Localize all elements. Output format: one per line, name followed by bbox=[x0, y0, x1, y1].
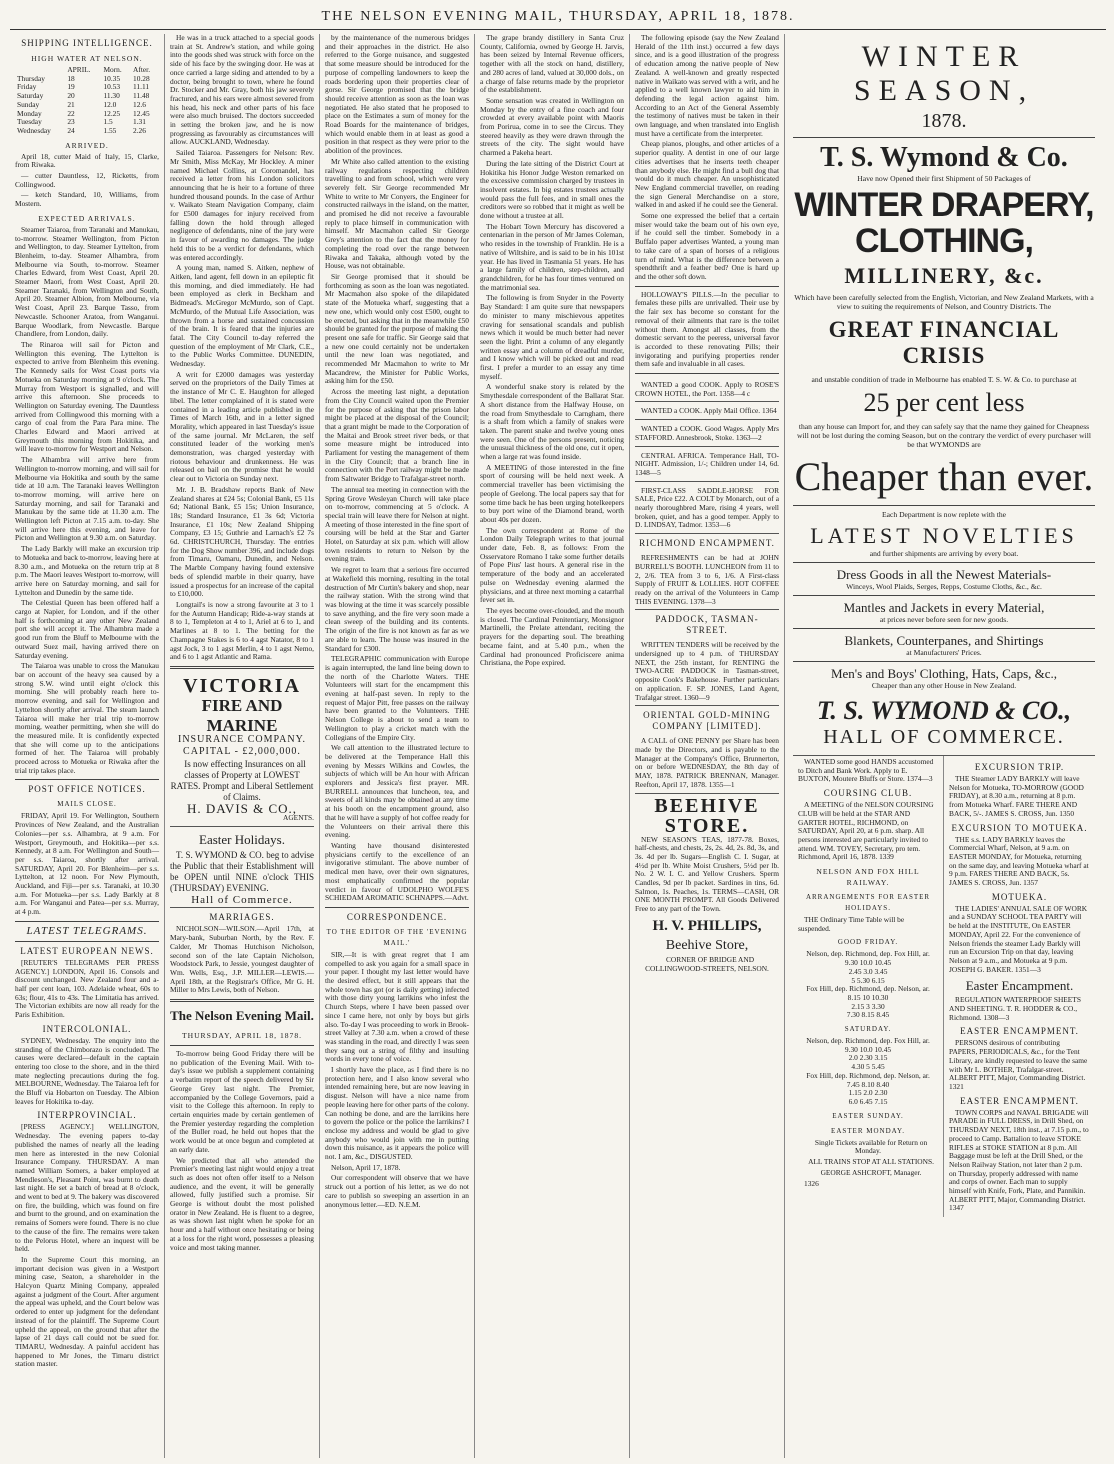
ad-heading: GOOD FRIDAY. bbox=[837, 938, 899, 947]
ad-text: Which have been carefully selected from the English, Victorian, and New Zealand Markets, with a view to suiting the requirements of Nelson, and Country Districts. The bbox=[794, 293, 1094, 311]
ad-heading: EASTER ENCAMPMENT. bbox=[960, 1026, 1079, 1037]
intercolonial-heading: INTERCOLONIAL. bbox=[42, 1023, 132, 1034]
timetable-row: 6.0 6.45 7.15 bbox=[848, 1096, 888, 1106]
tide-title: HIGH WATER AT NELSON. bbox=[31, 54, 143, 63]
paragraph: Across the meeting last night, a deputation from the City Council waited upon the Premier for the purpose of asking that the prison labor might be placed at the disposal of the Council; that a grant might be made to the Corporation of the Maitai and Brook street river beds, or that some measure might be introduced into Parliament for vesting the management of them in the City Council; that a branch line in connection with the Port railway might be made from Saltwater Bridge to Trafalgar-street north. bbox=[325, 387, 469, 484]
classified-ad: REGULATION WATERPROOF SHEETS AND SHEETING. T. R. HODDER & CO., Richmond. 1308—3 bbox=[949, 995, 1081, 1022]
paragraph: The Taiaroa was unable to cross the Manukau bar on account of the heavy sea caused by a strong S.W. wind until eight o'clock this morning. She will probably reach here to-morrow evening, and sail for Wellington and Lyttelton shortly after arrival. The steam launch Taiaroa will make her trial trip to-morrow morning, weather permitting, when she will do the measured mile. It is confidently expected that she will come up to the anticipations formed of her. The Taiaroa will probably proceed across to Motueka or Riwaka after the trial trip takes place. bbox=[15, 661, 159, 775]
paragraph: Our correspondent will observe that we have struck out a portion of his letter, as we do not care to publish so sweeping an assertion in an anonymous letter.—ED. N.E.M. bbox=[325, 1173, 469, 1209]
paragraph: We call attention to the illustrated lecture to be delivered at the Temperance Hall this evening by Messrs Wilkins and Cowles, the subjects of which will be An hour with African explorers and Jessica's first prayer. MR. BURRELL announces that luncheon, tea, and sweets of all kinds may be obtained at any time at his booth on the encampment ground, also that he will have a supply of hot coffee ready for the Volunteers on their arrival there this evening. bbox=[325, 743, 469, 840]
paragraph: SYDNEY, Wednesday. The enquiry into the stranding of the Chimborazo is concluded. The causes were declared—default in the captain entering too close to the shore, and in the third mate neglecting precautions during the fog. MELBOURNE, Wednesday. The Taiaroa left for the Bluff via Hobarton on Tuesday. The Albion leaves for Hokitika to-day. bbox=[15, 1035, 159, 1106]
ad-crisis: GREAT FINANCIAL CRISIS bbox=[828, 317, 1060, 368]
ad-agent: H. DAVIS & CO., bbox=[186, 801, 298, 817]
easter-holidays-ad bbox=[170, 827, 314, 909]
ad-footer: Hall of Commerce. bbox=[191, 893, 293, 906]
ad-text: than any house can Import for, and they can safely say that the name they gained for Cheapness will not be lost during the coming Season, but on the contrary the verdict of every purchaser will be that WYMONDS are bbox=[797, 422, 1091, 449]
timetable-row: 5 5.30 6.15 bbox=[851, 975, 885, 985]
ad-heading: RICHMOND ENCAMPMENT. bbox=[639, 538, 775, 549]
ad-body: Is now effecting Insurances on all classes of Property at LOWEST RATES. Prompt and Liberal Settlement of Claims. bbox=[170, 759, 314, 803]
ad-mantles: Mantles and Jackets in every Material, bbox=[843, 600, 1045, 615]
ad-footer: AGENTS. bbox=[283, 813, 314, 823]
tide-row: Thursday 18 10.35 10.28 bbox=[17, 73, 150, 83]
expected-heading: EXPECTED ARRIVALS. bbox=[38, 213, 136, 223]
timetable-row: Nelson, dep. Richmond, dep. Fox Hill, ar. bbox=[806, 1036, 930, 1046]
tide-row: Wednesday 24 1.55 2.26 bbox=[17, 125, 146, 135]
paragraph: The eyes become over-clouded, and the mouth is closed. The Cardinal Penitentiary, Monsignor Martinelli, the Prelate attendant, reciting the prayers for the departing soul. The breathing became faint, and at 5.40 p.m., when the Cardinal had pronounced Proficiscere anima Christiana, the Pope expired. bbox=[480, 606, 624, 668]
tide-header: After. bbox=[133, 65, 151, 74]
paragraph: The following is from Snyder in the Poverty Bay Standard: I am quite sure that newspapers do minister to many mischievous appetites craving for sensational scandals and publish news which it would be much better had never seen the light. Print a column of any elegantly written essay and a column of dreadful murder, and I know which will be picked out and read first. I prefer a murder to an essay any time myself. bbox=[480, 293, 624, 381]
paragraph: Some sensation was created in Wellington on Monday by the entry of a fine coach and four crowded at every available point with Maoris from Porirua, come in to see the Circus. They steered heavily as they were drawn through the streets of the city. The sight would have charmed a Pakeha heart. bbox=[480, 95, 624, 158]
classified-ad: THE LADIES' ANNUAL SALE OF WORK and a SUNDAY SCHOOL TEA PARTY will be held at the INSTITUTE, On EASTER MONDAY, April 22. For the convenience of Nelson friends the steamer Lady Barkly will run an Excursion Trip on that day, leaving Nelson at 9 a.m., and Motueka at 9 p.m. JOSEPH G. BAKER. 1351—3 bbox=[949, 903, 1088, 974]
classified-ad: CENTRAL AFRICA. Temperance Hall, TO-NIGHT. Admission, 1/-; Children under 14, 6d. 1348—5 bbox=[635, 449, 779, 482]
paragraph: TELEGRAPHIC communication with Europe is again interrupted, the land line being down to the north of the Charlotte Waters. THE Volunteers will start for the encampment this evening at half-past seven. In reply to the request of Major Pitt, free passes on the railway have been granted to the Volunteers. THE Nelson College is about to send a team to Wellington to play a cricket match with the Collegians of the Empire City. bbox=[325, 654, 469, 742]
classified-ad: A CALL of ONE PENNY per Share has been made by the Directors, and is payable to the Manager at the Company's Office, Brunnerton, on or before WEDNESDAY, the 8th day of MAY, 1878. PATRICK BRENNAN, Manager. Reefton, April 17, 1878. 1355—1 bbox=[635, 734, 779, 793]
mails-close: MAILS CLOSE. bbox=[57, 800, 117, 809]
ad-text: Cheaper than any other House in New Zealand. bbox=[871, 681, 1017, 690]
ad-heading: EASTER ENCAMPMENT. bbox=[960, 1095, 1079, 1106]
paragraph: The Rinaroa will sail for Picton and Wellington this evening. The Lyttelton is expected to arrive from Blenheim this evening. The Kennedy sails for West Coast ports via Motueka on Saturday morning at 9 o'clock. The Murray from Westport is signalled, and will arrive this afternoon. She proceeds to Wellington on Saturday evening. The Dauntless arrived from Collingwood this morning with a cargo of coal from the Para Para mine. The Charles Edward and Maori arrived at Greymouth this morning from Hokitika, and will leave to-morrow for Westport and Nelson. bbox=[15, 339, 159, 454]
classified-ad: A MEETING of the NELSON COURSING CLUB will be held at the STAR AND GARTER HOTEL, RICHMOND, on SATURDAY, April 20, at 6 p.m. sharp. All persons interested are particularly invited to attend. WM. TOVEY, Secretary, pro tem. Richmond, April 16, 1878. 1339 bbox=[798, 800, 934, 862]
timetable-row: 2.45 3.0 3.45 bbox=[848, 966, 888, 976]
paragraph: A wonderful snake story is related by the Smythesdale correspondent of the Ballarat Star. A short distance from the Halfway House, on the road from Smythesdale to Carngham, there is a shaft from which a family of snakes were taken. The parent snake and twelve young ones were seen. One of the persons present, noticing the unusual thickness of the old one, cut it open, when a large rat was found inside. bbox=[480, 382, 624, 462]
masthead-small: The Nelson Evening Mail. bbox=[170, 1008, 314, 1024]
paragraph: During the late sitting of the District Court at Hokitika his Honor Judge Weston remarked on the excessive commission charged by trustees in insolvent estates. In big estates trustees actually would pass the full fees, and in small ones the creditors were so robbed that it might as well be done without a trustee at all. bbox=[480, 158, 624, 221]
paragraph: The Hobart Town Mercury has discovered a centenarian in the person of Mr James Coleman, who resides in the township of Franklin. He is a native of Wiltshire, and is said to be in his 101st year. He has lived in Tasmania 51 years. He has a large family of children, step-children, and grandchildren, for he has four times ventured on the matrimonial sea. bbox=[480, 221, 624, 292]
marriages-heading: MARRIAGES. bbox=[209, 912, 275, 923]
timetable-row: 2.15 3 3.30 bbox=[851, 1001, 885, 1011]
ad-hall: HALL OF COMMERCE. bbox=[823, 726, 1065, 748]
tide-row: Tuesday 23 1.5 1.31 bbox=[17, 117, 146, 127]
wymond-advertisement bbox=[785, 34, 1103, 1458]
ad-heading: PADDOCK, TASMAN-STREET. bbox=[655, 614, 759, 636]
paragraph: I shortly have the place, as I find there is no protection here, and I also know several who intended remaining here, but are now leaving in disgust. Nelson will have a nice name from people leaving here for other parts of the colony. Can nothing be done, and are the larrikins here to govern the police or the police the larrikins? I enclose my address and would be glad to give anybody who would join with me in putting down this nuisance, as it appears the police will not. I am, &c., DISGUSTED. bbox=[325, 1065, 469, 1162]
classified-ad: GEORGE ASHCROFT, Manager. bbox=[820, 1167, 922, 1177]
ad-year: 1878. bbox=[921, 110, 967, 132]
ad-subtitle: INSURANCE COMPANY. bbox=[177, 733, 307, 745]
ad-text: at prices never before seen for new goods. bbox=[879, 615, 1009, 624]
paragraph: Longtail's is now a strong favourite at 3 to 1 for the Autumn Handicap; Ride-a-way stands at 8 to 1, Templeton at 4 to 1, Ariel at 6 to 1, and Marlines at 8 to 1. The betting for the Champagne Stakes is 6 to 4 agst Natator, 8 to 1 agst Jock, 3 to 1 agst Merlin, 4 to 1 agst Nemo, and 6 to 1 agst Atlantic and Rama. bbox=[170, 600, 314, 662]
ad-latest: LATEST NOVELTIES bbox=[810, 523, 1078, 548]
ad-heading: EASTER MONDAY. bbox=[831, 1126, 905, 1135]
ad-heading: NELSON AND FOX HILL RAILWAY. bbox=[816, 867, 920, 888]
timetable-row: Nelson, dep. Richmond, dep. Fox Hill, ar. bbox=[806, 949, 930, 959]
post-office-heading: POST OFFICE NOTICES. bbox=[28, 784, 146, 795]
paragraph: Mr White also called attention to the existing railway regulations respecting children travelling to and from school, which were very severely felt. Sir George recommended Mr White to write to Mr Conyers, the Engineer for constructed railways in the island, on the matter, and promised he did not receive a favourable reply to place himself in communication with himself. Mr Macmahon called Sir George Grey's attention to the fact that the money for completing the road over the range between Riwaka and Takaka, although voted by the House, was not obtainable. bbox=[325, 156, 469, 271]
column-2 bbox=[165, 34, 320, 1458]
classified-ad: TOWN CORPS and NAVAL BRIGADE will PARADE in FULL DRESS, in Drill Shed, on THURSDAY NEXT, 18th inst., at 7.15 p.m., to proceed to Camp. Battalion to leave STOKE RIFLES at STOKE STATION at 8 p.m. All Baggage must be left at the Drill Shed, or the Nelson Railway Station, not later than 2 p.m. on Thursday, properly addressed with name and corps of owner. Each man to supply himself with Knife, Fork, Plate, and Pannikin. ALBERT PITT, Major, Commanding District. 1347 bbox=[949, 1107, 1089, 1213]
classified-ad: FIRST-CLASS SADDLE-HORSE FOR SALE, Price £22. A COLT by Monarch, out of a nearly thoroughbred Mare, rising 4 years, well broken, quiet, and has a good temper. Apply to D. LINDSAY, Tadmor. 1353—6 bbox=[635, 484, 779, 535]
timetable-row: Fox Hill, dep. Richmond, dep. Nelson, ar. bbox=[806, 984, 930, 994]
ad-address: CORNER OF BRIDGE AND COLLINGWOOD-STREETS, NELSON. bbox=[645, 954, 769, 973]
tide-header: APRIL. bbox=[67, 65, 91, 74]
ad-name: H. V. PHILLIPS, bbox=[652, 917, 762, 934]
ad-heading: SATURDAY. bbox=[844, 1025, 892, 1034]
paragraph: We predicted that all who attended the Premier's meeting last night would enjoy a treat such as does not often offer itself to a Nelson audience, and the event, it will be generally allowed, fully justified such a promise. Sir George is without doubt the most polished orator in New Zealand. He is fluent to a degree, as was shown last night when he spoke for an hour and a half without once hesitating or being at a loss for the right word, possesses a pleasing voice and most taking manner. bbox=[170, 1155, 314, 1252]
paragraph: He was in a truck attached to a special goods train at St. Andrew's station, and while going into the goods shed was struck with force on the side of his face by the swinging door. He was at once carried a large siding and attended to by a doctor, being brought to town, where he found Dr. Stocker and Mr. Gray, both his jaw severely fractured, and his ears were almost severed from his head, his neck and other parts of his face were also much bruised. The doctors succeeded in setting the broken jaw, and he is now progressing as favourably as circumstances will allow. AUCKLAND, Wednesday. bbox=[170, 34, 314, 147]
paragraph: In the Supreme Court this morning, an important decision was given in a Westport mining case, Seaton, a shareholder in the Halcyon Quartz Mining Company, appealed against a judgment of the Court. After argument the appeal was upheld, and the Court below was ordered to enter up judgment for the defendant instead of for the plaintiff. The Supreme Court upheld the appeal, on the ground that after the lapse of 21 days call could not be sued for. TIMARU, Wednesday. A painful accident has happened to Mr Jones, the Timaru district station master. bbox=[15, 1254, 159, 1369]
ad-text: Each Department is now replete with the bbox=[882, 510, 1006, 519]
classified-ad: THE s.s. LADY BARKLY leaves the Commercial Wharf, Nelson, at 9 a.m. on EASTER MONDAY, for Motueka, returning on the same day, and leaving Motueka wharf at 9 p.m. FARES THERE AND BACK, 5s. JAMES S. CROSS, Jun. 1357 bbox=[949, 834, 1089, 888]
victoria-insurance-ad bbox=[170, 673, 314, 827]
ad-millinery: MILLINERY, &c. bbox=[844, 263, 1044, 288]
ad-heading: COURSING CLUB. bbox=[823, 788, 913, 799]
ad-text: at Manufacturers' Prices. bbox=[906, 648, 982, 657]
ad-mens: Men's and Boys' Clothing, Hats, Caps, &c., bbox=[830, 666, 1058, 681]
ad-store: Beehive Store, bbox=[665, 937, 749, 953]
classified-ad: Single Tickets available for Return on Monday. bbox=[814, 1137, 928, 1156]
paragraph: Some one expressed the belief that a certain miser would take the beam out of his own eye, if he could sell the timber. Somebody in a Buffalo paper advertises Wanted, a young man to take care of a span of horses of a religious turn of mind. What is the difference between a spendthrift and a feather bed? One is hard up and the other soft down. bbox=[635, 211, 779, 281]
ad-cheaper: Cheaper than ever. bbox=[794, 454, 1094, 499]
ad-subtitle: FIRE AND MARINE bbox=[201, 695, 283, 735]
interprovincial-heading: INTERPROVINCIAL. bbox=[37, 1110, 137, 1121]
paragraph: Steamer Taiaroa, from Taranaki and Manukau, to-morrow. Steamer Wellington, from Picton and Wellington, to day. Steamer Lyttelton, from Blenheim, to-day. Steamer Alhambra, from Melbourne via South, to-morrow. Steamer Charles Edward, from West Coast, April 20. Steamer Maori, from West Coast, April 20. Steamer Taranaki, from Wellington and South, April 20. Steamer Albion, from Melbourne, via West Coast, April 23. Barque Tasso, from Newcastle. Schooner Aratoa, from Wanganui. Barque Woodlark, from Newcastle. Barque Chandlere, from London, daily. bbox=[15, 224, 159, 339]
ad-text: Have now Opened their first Shipment of 50 Packages of bbox=[857, 174, 1031, 183]
columns bbox=[10, 34, 1106, 1458]
tide-row: Sunday 21 12.0 12.6 bbox=[17, 99, 146, 109]
tide-row: Friday 19 10.53 11.11 bbox=[17, 82, 150, 92]
paragraph: Wanting have thousand disinterested physicians certify to the excellence of an invigorative stimulant. The above number of medical men have, over their own signatures, most emphatically confirmed the popular verdict in favour of UDOLPHO WOLFE'S SCHIEDAM AROMATIC SCHNAPPS.—Advt. bbox=[325, 840, 469, 903]
ad-blankets: Blankets, Counterpanes, and Shirtings bbox=[844, 633, 1044, 648]
classified-ad: WANTED a COOK. Apply Mail Office. 1364 bbox=[635, 404, 779, 420]
ad-percent: 25 per cent less bbox=[863, 388, 1025, 417]
timetable-row: 8.15 10 10.30 bbox=[847, 992, 889, 1002]
paragraph: The own correspondent at Rome of the London Daily Telegraph writes to that journal under date, Feb. 8, as follows: From the Osservatore Romano I take some further details of Pope Pius' last hours. A general rise in the temperature of the body and an accelerated pulse on Wednesday evening alarmed the physicians, and at three next morning a catarrhal fever set in. bbox=[480, 525, 624, 605]
ad-heading: MOTUEKA. bbox=[991, 891, 1048, 902]
tide-row: Saturday 20 11.30 11.48 bbox=[17, 91, 150, 101]
ad-winter-drapery: WINTER DRAPERY, CLOTHING, bbox=[794, 186, 1094, 260]
ad-heading: EXCURSION TO MOTUEKA. bbox=[951, 822, 1088, 833]
ad-company: T. S. Wymond & Co. bbox=[820, 142, 1068, 173]
paragraph: SIR,—It is with great regret that I am compelled to ask you again for a small space in your paper. I thought my last letter would have the desired effect, but it still appears that the whole town has got (or is daily getting) infected with those dirty young larrikins who infest the Church Steps, where I have been passed over since I came here, not only by boys but girls also. To-day I was proceeding to work in Brook-street Valley at 7.30 a.m. when a crowd of these was standing in the road, and directly I was seen they sang out a string of filthy and insulting words in every tone of voice. bbox=[325, 949, 469, 1064]
paragraph: HOLLOWAY'S PILLS.—In the peculiar to females these pills are unrivalled. Their use by the fair sex has become so constant for the removal of their ailments that rare is the toilet without them. Amongst all classes, from the domestic servant to the peeress, universal favor is accorded to these renovating Pills; their invigorating and purifying properties render them safe and invaluable in all cases. bbox=[635, 289, 779, 369]
date-line: THURSDAY, APRIL 18, 1878. bbox=[181, 1031, 303, 1041]
paragraph: The grape brandy distillery in Santa Cruz County, California, owned by George H. Jarvis, has been seized by Internal Revenue officers, together with all the stock on hand, distillery, and 280 acres of land, valued at 30,000 dols., on a charge of false returns made by the proprietor of the establishment. bbox=[480, 34, 624, 95]
editor-salutation: TO THE EDITOR OF THE 'EVENING MAIL.' bbox=[326, 927, 468, 947]
timetable-row: 1.15 2.0 2.30 bbox=[848, 1088, 888, 1098]
paragraph: The Celestial Queen has been offered half a cargo at Napier, for London, and if the other half is forthcoming at any other New Zealand port she will accept it. The Alhambra made a good run from the Bluff to Melbourne with the outward Suez mail, having arrived there on Saturday evening. bbox=[15, 598, 159, 660]
paragraph: The following episode (say the New Zealand Herald of the 11th inst.) occurred a few days since, and is a good illustration of the progress of education among the native people of New Zealand. A well-known and greatly respected native in Waikato was served with a writ, and he applied to a well known lawyer to aid him in defending the legal action against him. According to an Act of the General Assembly the testimony of natives must be taken in their own language, and when translated into English must have a certificate from the interpreter. bbox=[635, 34, 779, 138]
timetable-row: Fox Hill, dep. Richmond, dep. Nelson, ar. bbox=[806, 1070, 930, 1080]
classified-ad: REFRESHMENTS can be had at JOHN BURRELL'S BOOTH. LUNCHEON from 11 to 2, 2/6. TEA from 3 to 6, 1/6. A First-class Supply of FRUIT & LOLLIES. HOT COFFEE ready on the arrival of the Volunteers in Camp THIS EVENING. 1378—3 bbox=[635, 551, 779, 610]
column-5 bbox=[630, 34, 785, 1458]
paragraph: Mr. J. B. Bradshaw reports Bank of New Zealand shares at £24 5s; Colonial Bank, £5 11s 6d; National Bank, £5 15s; Union Insurance, 18s; Standard Insurance, £1 3s 6d; Victoria Insurance, £1 10s; New Zealand Shipping Company, £3 15; Guthrie and Larnach's £2 7s 6d. CHRISTCHURCH, Thursday. The entries for the Dog Show number 396, and include dogs from Timaru, Oamaru, Dunedin, and Nelson. The Marble Company having found extensive beds of splendid marble in their quarry, have issued a prospectus for an increase of the capital to £10,000. bbox=[170, 484, 314, 599]
ad-text: Winceys, Wool Plaids, Serges, Repps, Costume Cloths, &c., &c. bbox=[846, 582, 1042, 591]
ad-heading: Easter Encampment. bbox=[965, 978, 1074, 994]
classified-ad: THE Ordinary Time Table will be suspended. bbox=[798, 915, 905, 933]
timetable-row: 2.0 2.30 3.15 bbox=[848, 1053, 888, 1063]
classified-ad: THE Steamer LADY BARKLY will leave Nelson for Motueka, TO-MORROW (GOOD FRIDAY), at 8.30 a.m., returning at 8 p.m. from Motueka Wharf. FARE THERE AND BACK, 5/-. JAMES S. CROSS, Jun. 1350 bbox=[949, 774, 1084, 818]
paragraph: The Alhambra will arrive here from Wellington to-morrow morning, and will sail for Melbourne via Hokitika and south by the same tide at 10 a.m. The Taranaki leaves Wellington to-morrow morning, will arrive here on Saturday morning, and sail for Taranaki and Manukau by the same tide at 11.30 a.m. The Wellington left Picton at 7.15 a.m. to-day. She will arrive here this evening, and leave for Picton and Wellington at 9.30 a.m. on Saturday. bbox=[15, 455, 159, 543]
sub-columns bbox=[793, 755, 1095, 1217]
paragraph: by the maintenance of the numerous bridges and their approaches in the district. He also referred to the Gorge nuisance, and suggested that some measure should be introduced for the purpose of compelling landowners to keep the roads bordering upon their properties clear of gorse. Sir George promised that the bridge should receive attention as soon as the loan was negotiated. He also stated that he proposed to place on the Estimates a sum of money for the Road Boards for the maintenance of bridges, which would enable them in at least as good a position in that respect as they were prior to the abolition of the provinces. bbox=[325, 34, 469, 156]
sub-column-left bbox=[793, 756, 944, 1217]
paragraph: [REUTER'S TELEGRAMS PER PRESS AGENCY.] LONDON, April 16. Consols and discount unchanged. New Zealand four and a-half per cent loan, 103. Adelaide wheat, 60s to 63s; flour, 41s to 43s. The Limitatia has arrived. The Victorian exhibits are now all ready for the Paris Exhibition. bbox=[15, 957, 159, 1020]
ad-heading: ORIENTAL GOLD-MINING COMPANY [LIMITED]. bbox=[643, 710, 771, 732]
tide-table bbox=[15, 66, 159, 136]
paragraph: FRIDAY, April 19. For Wellington, Southern Provinces of New Zealand, and the Australian Colonies—per s.s. Alhambra, at 9 a.m. For Westport, Greymouth, and Hokitika—per s.s. Kennedy, at 8 a.m. For Wellington and South—per s.s. Taiaroa, shortly after arrival. SATURDAY, April 20. For Blenheim—per s.s. Lyttelton, at 12 noon. For New Plymouth, Auckland, and Fiji—per s.s. Taranaki, at 10.30 a.m. For Motueka—per s.s. Lady Barkly at 8 a.m. For Wanganui and Patea—per s.s. Murray, at 4 p.m. bbox=[15, 811, 159, 917]
arrived-heading: ARRIVED. bbox=[65, 140, 109, 150]
classified-ad: WANTED a COOK. Good Wages. Apply Mrs STAFFORD. Annesbrook, Stoke. 1363—2 bbox=[635, 422, 779, 446]
sub-column-right bbox=[944, 756, 1095, 1217]
classified-ad: WANTED some good HANDS accustomed to Ditch and Bank Work. Apply to E. BUXTON, Moutere Bluffs or Store. 1374—3 bbox=[798, 757, 934, 784]
masthead: THE NELSON EVENING MAIL, THURSDAY, APRIL 18, 1878. bbox=[10, 6, 1106, 30]
paragraph: Sailed Taiaroa. Passengers for Nelson: Rev. Mr Smith, Miss McKay, Mr Hockley. A miner named Michael Collins, at Coromandel, has received a letter from his London solicitors announcing that he is heir to a fortune of three hundred thousand pounds. In the case of Arthur v. Waikato Steam Navigation Company, claim for £500 damages for injury received from falling down the hold through alleged negligence of defendants, nine of the jury were in favour of awarding no damages. The judge held this to be a verdict for defendants, which was entered accordingly. bbox=[170, 148, 314, 262]
paragraph: April 18, cutter Maid of Italy, 15, Clarke, from Riwaka. bbox=[15, 151, 159, 170]
timetable-row: 7.30 8.15 8.45 bbox=[846, 1010, 890, 1020]
tide-header: Morn. bbox=[103, 65, 122, 74]
timetable-row: 9.30 10.0 10.45 bbox=[844, 1044, 892, 1054]
correspondence-heading: CORRESPONDENCE. bbox=[346, 911, 448, 922]
ad-text: and further shipments are arriving by every boat. bbox=[869, 549, 1019, 558]
column-3 bbox=[320, 34, 475, 1458]
ad-body: T. S. WYMOND & CO. beg to advise the Public that their Establishment will be OPEN until NINE o'clock THIS (THURSDAY) EVENING. bbox=[170, 849, 314, 893]
classified-ad: WANTED a good COOK. Apply to ROSE'S CROWN HOTEL, the Port. 1358—4 c bbox=[635, 378, 779, 402]
ad-winter-season: WINTER SEASON, bbox=[853, 40, 1035, 107]
ad-title: VICTORIA bbox=[183, 674, 301, 697]
ad-hall-company: T. S. WYMOND & CO., bbox=[816, 696, 1072, 725]
timetable-row: 7.45 8.10 8.40 bbox=[846, 1079, 890, 1089]
ad-capital: CAPITAL - £2,000,000. bbox=[183, 745, 301, 757]
classified-ad: WRITTEN TENDERS will be received by the undersigned up to 4 p.m. of THURSDAY NEXT, the 25th instant, for RENTING the TWO-ACRE PADDOCK in Tasman-street, opposite Cook's Bakehouse. Further particulars on application. F. SP. JONES, Land Agent, Trafalgar street. 1360—9 bbox=[635, 638, 779, 706]
paragraph: The annual tea meeting in connection with the Spring Grove Wesleyan Church will take place on to-morrow, commencing at 5 o'clock. A special train will leave there for Nelson at night. A meeting of those interested in the fine sport of coursing will be held at the Star and Garter Hotel, on Saturday at six p.m. which will allow town residents to return to Nelson by the evening train. bbox=[325, 484, 469, 564]
european-news-heading: LATEST EUROPEAN NEWS. bbox=[20, 945, 154, 956]
paragraph: NICHOLSON—WILSON.—April 17th, at Mary-bank, Suburban North, by the Rev. F. Calder, Mr Thomas Hutchison Nicholson, second son of the late Captain Nicholson, Woodstock Park, to Jessie, youngest daughter of Wm. Wells, Esq., J.P. MILLER—LEWIS.—April 18th, at the Registrar's Office, Mr G. H. Miller to Mrs Lewis, both of Nelson. bbox=[170, 924, 314, 995]
ad-heading: EXCURSION TRIP. bbox=[974, 762, 1065, 772]
paragraph: — ketch Standard, 10, Williams, from Mostern. bbox=[15, 190, 159, 209]
ad-heading: ARRANGEMENTS FOR EASTER HOLIDAYS. bbox=[805, 893, 931, 913]
section-heading: SHIPPING INTELLIGENCE. bbox=[21, 38, 153, 48]
paragraph: The Lady Barkly will make an excursion trip to Motueka and back to-morrow, leaving here at 8.30 a.m., and Motueka on the return trip at 8 p.m. The Maori leaves Westport to-morrow, will arrive here on Saturday morning, and sail for Lyttelton and Dunedin by the same tide. bbox=[15, 544, 159, 597]
paragraph: Cheap pianos, ploughs, and other articles of a superior quality. A dentist in one of our large cities advertises that he inserts teeth cheaper than anybody else. He might find a bull dog that would do it much cheaper. An unsophisticated New England commercial traveller, on reading the sign General Merchandise on a store, walked in and asked if he could see the General. bbox=[635, 139, 779, 210]
beehive-store-heading: BEEHIVE STORE. bbox=[654, 794, 760, 837]
paragraph: [PRESS AGENCY.] WELLINGTON, Wednesday. The evening papers to-day published the names of nearly all the leading men here as interested in the new Colonial Insurance Company. THURSDAY. A man named William Somers, a baker employed at Mendleson's, Pleasant Point, was burnt to death last night. He set a batch of bread at 8 o'clock, and went to bed at 9. The bakery was discovered on fire, the building, which was found on fire and burnt to the ground, and on examination the remains of Somers were found. There is no clue to the cause of the fire. The remains were taken to the Pelorus Hotel, where an inquest will be held. bbox=[15, 1122, 159, 1254]
paragraph: A young man, named S. Aitken, nephew of Aitken, land agent, fell down in an epileptic fit this morning, and died immediately. He had been employed as clerk in Beckham and Bidmead's. McGregor McMurdo, son of Capt. McMurdo, of the Mutual Life Association, was thrown from a horse and sustained concussion of the brain. It is feared that the injuries are fatal. The City Council to-day referred the question of the employment of Mr Clark, C.E., to the Public Works Committee. DUNEDIN, Wednesday. bbox=[170, 263, 314, 369]
ad-text: and unstable condition of trade in Melbourne has enabled T. S. W. & Co. to purchase at bbox=[811, 375, 1077, 384]
classified-ad: ALL TRAINS STOP AT ALL STATIONS. bbox=[808, 1157, 934, 1167]
paragraph: A writ for £2000 damages was yesterday served on the proprietors of the Daily Times at the instance of Mr C. E. Haughton for alleged libel. The letter complained of it is stated were contained in a leading article published in the Times of March 16th, and in a letter signed Morality, which appeared in last Tuesday's issue of the same journal. Mr McLaren, the self constituted leader of the working men's demonstration, was charged yesterday with riotous behaviour and drunkenness. He was released on bail on the promise that he would clear out to Victoria on Sunday next. bbox=[170, 369, 314, 484]
classified-ad: NEW SEASON'S TEAS, 1877-78. Boxes, half-chests, and chests, 2s, 2s. 4d, 2s. 8d, 3s, and 3s. 4d per lb. Sugars—English C. I. Sugar, at 4½d per lb. White Moist Crushers, 5½d per lb. No. 2 W. I. C. and Yellow Crushers. Sperm Candles, 9d per lb packet. Sardines in tins, 6d. Salmon, 1s. Peaches, 1s. TERMS—CASH, OR ONE MONTH PROMPT. All Goods Delivered Free to any part of the Town. bbox=[635, 834, 779, 914]
letter-date: Nelson, April 17, 1878. bbox=[331, 1162, 401, 1172]
ad-dress: Dress Goods in all the Newest Materials- bbox=[836, 567, 1052, 582]
column-1 bbox=[10, 34, 165, 1458]
ad-heading: EASTER SUNDAY. bbox=[832, 1111, 904, 1120]
telegrams-heading: LATEST TELEGRAMS. bbox=[26, 924, 148, 937]
column-4 bbox=[475, 34, 630, 1458]
paragraph: To-morrow being Good Friday there will be no publication of the Evening Mail. With to-day's issue we publish a supplement containing a verbatim report of the speech delivered by Sir George Grey last night. The Premier, accompanied by the College Governors, paid a visit to the College this afternoon. In reply to certain enquiries made by certain gentlemen of the Premier yesterday regarding the completion of the Buller road, he held out hopes that the work would be at once begun and completed at an early date. bbox=[170, 1049, 314, 1154]
timetable-row: 4.30 5 5.45 bbox=[851, 1062, 885, 1072]
tide-row: Monday 22 12.25 12.45 bbox=[17, 108, 150, 118]
paragraph: We regret to learn that a serious fire occurred at Wakefield this morning, resulting in the total destruction of Mr Curtin's bakery and shop, near the railway station. With the strong wind that was blowing at the time it was scarcely possible to save anything, and the fire very soon made a clean sweep of the building and its contents. The origin of the fire is not known as far as we are able to learn. The house was insured in the Standard for £300. bbox=[325, 565, 469, 653]
paragraph: A MEETING of those interested in the fine sport of coursing will be held next week. A commercial traveller has been victimising the people of Geelong. The local papers say that for some time back he has been urging hotelkeepers to buy port wine of the Diamond brand, worth about 40s per dozen. bbox=[480, 462, 624, 524]
ad-number: 1326 bbox=[804, 1178, 819, 1188]
classified-ad: PERSONS desirous of contributing PAPERS, PERIODICALS, &c., for the Tent Library, are kindly requested to leave the same with Mr L. BOTHER, Trafalgar-street. ALBERT PITT, Major, Commanding District. 1321 bbox=[949, 1038, 1088, 1091]
paragraph: — cutter Dauntless, 12, Ricketts, from Collingwood. bbox=[15, 171, 159, 189]
paragraph: Sir George promised that it should be forthcoming as soon as the loan was negotiated. Mr Macmahon also spoke of the dilapidated state of the Motueka wharf, suggesting that a new one, which would only cost £500, ought to be erected, but asking that in the meanwhile £50 should be granted for the purpose of making the present one safe for traffic. Sir George said that a new one could certainly not be undertaken until the new loan was negotiated, and recommended Mr Macmahon to write to Mr Macandrew, the Minister for Public Works, asking him for the £50. bbox=[325, 271, 469, 386]
ad-title: Easter Holidays. bbox=[199, 831, 285, 847]
timetable-row: 9.30 10.0 10.45 bbox=[844, 958, 892, 968]
